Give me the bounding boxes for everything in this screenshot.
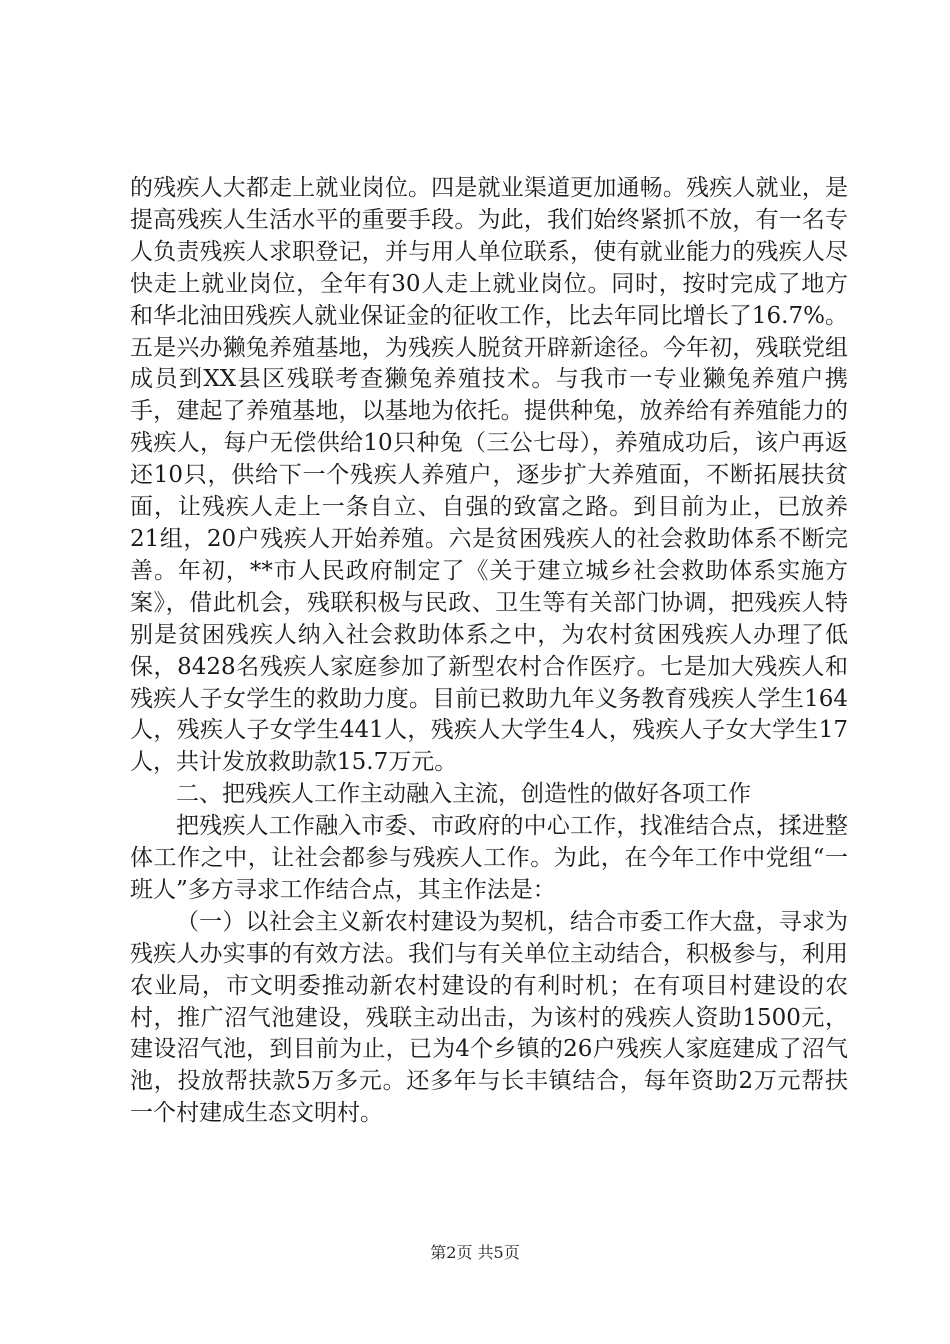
page-number-footer: 第2页 共5页 [430, 1243, 520, 1262]
paragraph-section-intro: 把残疾人工作融入市委、市政府的中心工作，找准结合点，揉进整体工作之中，让社会都参与残疾人工作。为此，在今年工作中党组“一班人”多方寻求工作结合点，其主作法是： [130, 813, 848, 903]
document-body [130, 173, 848, 1130]
paragraph-new-rural-construction: （一）以社会主义新农村建设为契机，结合市委工作大盘，寻求为残疾人办实事的有效方法。我们与有关单位主动结合，积极参与，利用农业局，市文明委推动新农村建设的有利时机；在有项目村建设的农村，推广沼气池建设，残联主动出击，为该村的残疾人资助1500元，建设沼气池，到目前为止，已为4个乡镇的26户残疾人家庭建成了沼气池，投放帮扶款5万多元。还多年与长丰镇结合，每年资助2万元帮扶一个村建成生态文明村。 [130, 908, 848, 1127]
section-heading-two: 二、把残疾人工作主动融入主流，创造性的做好各项工作 [176, 781, 751, 808]
paragraph-employment-and-aid: 的残疾人大都走上就业岗位。四是就业渠道更加通畅。残疾人就业，是提高残疾人生活水平的重要手段。为此，我们始终紧抓不放，有一名专人负责残疾人求职登记，并与用人单位联系，使有就业能力的残疾人尽快走上就业岗位，全年有30人走上就业岗位。同时，按时完成了地方和华北油田残疾人就业保证金的征收工作，比去年同比增长了16.7%。五是兴办獭兔养殖基地，为残疾人脱贫开辟新途径。今年初，残联党组成员到XX县区残联考查獭兔养殖技术。与我市一专业獭兔养殖户携手，建起了养殖基地，以基地为依托。提供种兔，放养给有养殖能力的残疾人，每户无偿供给10只种兔（三公七母），养殖成功后，该户再返还10只，供给下一个残疾人养殖户，逐步扩大养殖面，不断拓展扶贫面，让残疾人走上一条自立、自强的致富之路。到目前为止，已放养21组，20户残疾人开始养殖。六是贫困残疾人的社会救助体系不断完善。年初，**市人民政府制定了《关于建立城乡社会救助体系实施方案》，借此机会，残联积极与民政、卫生等有关部门协调，把残疾人特别是贫困残疾人纳入社会救助体系之中，为农村贫困残疾人办理了低保，8428名残疾人家庭参加了新型农村合作医疗。七是加大残疾人和残疾人子女学生的救助力度。目前已救助九年义务教育残疾人学生164人，残疾人子女学生441人，残疾人大学生4人，残疾人子女大学生17人，共计发放救助款15.7万元。 [130, 175, 848, 776]
